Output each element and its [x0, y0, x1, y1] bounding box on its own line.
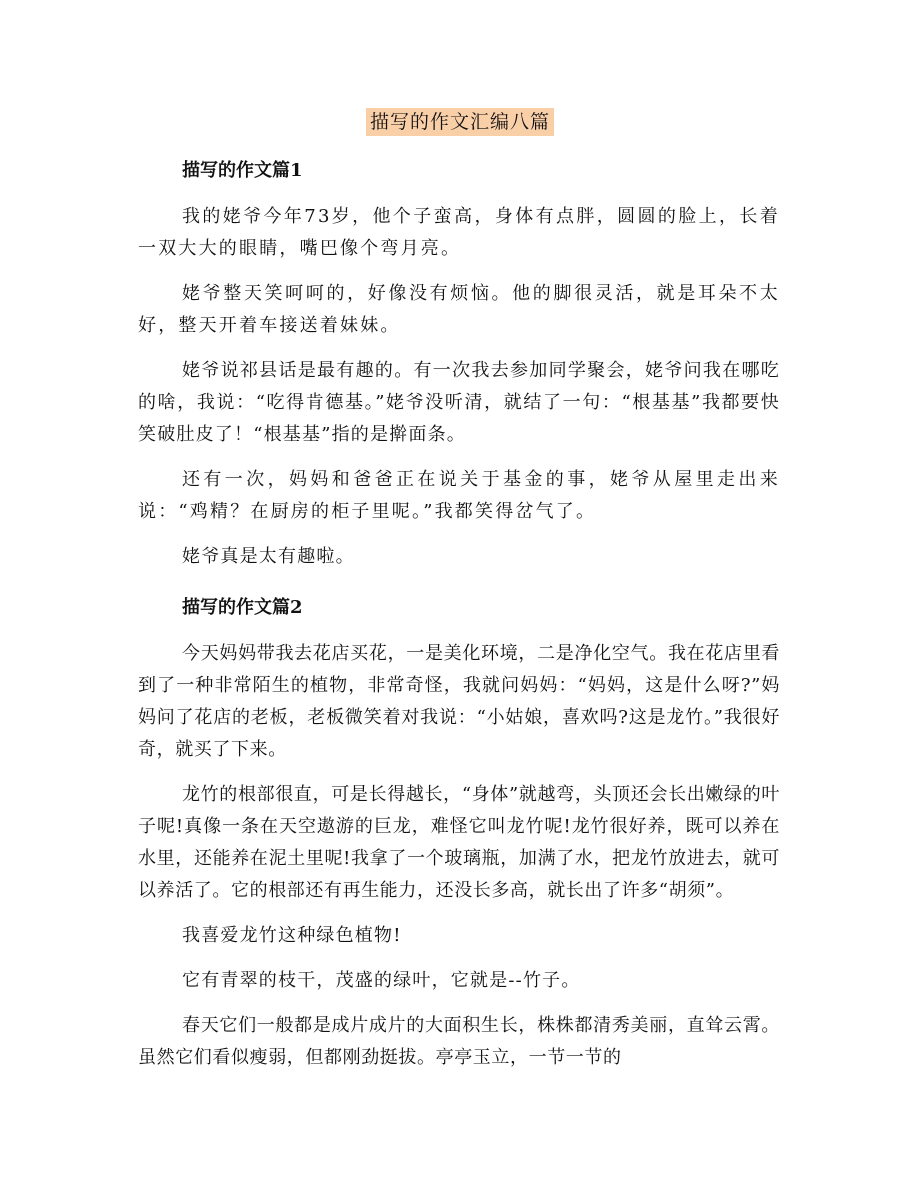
paragraph: 龙竹的根部很直，可是长得越长，“身体”就越弯，头顶还会长出嫩绿的叶子呢!真像一条在天空遨游的巨龙，难怪它叫龙竹呢!龙竹很好养，既可以养在水里，还能养在泥土里呢!我拿了一个玻璃瓶，加满了水，把龙竹放进去，就可以养活了。它的根部还有再生能力，还没长多高，就长出了许多“胡须”。 [138, 784, 780, 901]
paragraph: 姥爷说祁县话是最有趣的。有一次我去参加同学聚会，姥爷问我在哪吃的啥，我说：“吃得肯德基。”姥爷没听清，就结了一句：“根基基”我都要快笑破肚皮了！“根基基”指的是擀面条。 [138, 360, 780, 445]
paragraph: 我的姥爷今年73岁，他个子蛮高，身体有点胖，圆圆的脸上，长着一双大大的眼睛，嘴巴像个弯月亮。 [138, 206, 780, 259]
essay-section-1 [138, 155, 780, 573]
paragraph: 姥爷真是太有趣啦。 [182, 546, 355, 567]
paragraph: 春天它们一般都是成片成片的大面积生长，株株都清秀美丽，直耸云霄。虽然它们看似瘦弱，但都刚劲挺拔。亭亭玉立，一节一节的 [138, 1015, 780, 1068]
title-container [0, 108, 920, 136]
paragraph: 今天妈妈带我去花店买花，一是美化环境，二是净化空气。我在花店里看到了一种非常陌生的植物，非常奇怪，我就问妈妈：“妈妈，这是什么呀?”妈妈问了花店的老板，老板微笑着对我说：“小姑娘，喜欢吗?这是龙竹。”我很好奇，就买了下来。 [138, 643, 780, 760]
essay-section-2 [138, 592, 780, 1074]
section-heading: 描写的作文篇2 [182, 597, 303, 618]
paragraph: 我喜爱龙竹这种绿色植物! [182, 925, 402, 946]
document-body [138, 155, 780, 1087]
paragraph: 姥爷整天笑呵呵的，好像没有烦恼。他的脚很灵活，就是耳朵不太好，整天开着车接送着妹妹。 [138, 283, 780, 336]
paragraph: 还有一次，妈妈和爸爸正在说关于基金的事，姥爷从屋里走出来说：“鸡精？在厨房的柜子里呢。”我都笑得岔气了。 [138, 469, 780, 522]
section-heading: 描写的作文篇1 [182, 160, 303, 181]
paragraph: 它有青翠的枝干，茂盛的绿叶，它就是--竹子。 [182, 970, 581, 991]
document-title: 描写的作文汇编八篇 [366, 108, 554, 136]
